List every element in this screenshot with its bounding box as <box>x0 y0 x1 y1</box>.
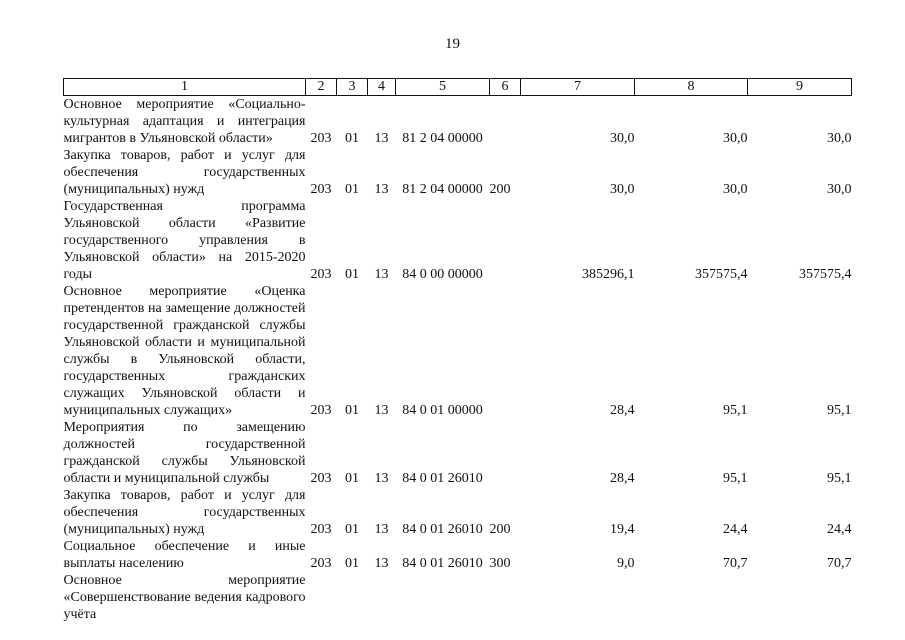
row-code: 203 <box>310 403 332 418</box>
row-value-1: 28,4 <box>610 403 635 418</box>
column-header: 2 <box>306 79 337 96</box>
row-type <box>490 198 521 283</box>
row-code: 203 <box>310 131 332 146</box>
row-value-1: 19,4 <box>610 522 635 537</box>
row-target: 84 0 01 26010 <box>402 471 483 486</box>
row-subsection: 13 <box>374 182 389 197</box>
table-row <box>64 538 852 572</box>
row-subsection: 13 <box>374 267 389 282</box>
row-section: 01 <box>345 556 359 571</box>
row-subsection: 13 <box>374 471 389 486</box>
table-row <box>64 96 852 148</box>
row-section: 01 <box>345 522 359 537</box>
row-subsection: 13 <box>374 556 389 571</box>
column-header: 5 <box>396 79 490 96</box>
row-name: Мероприятия по замещению должностей государственной гражданской службы Ульяновской области и муниципальной службы <box>63 420 306 486</box>
row-value-2: 95,1 <box>723 403 748 418</box>
column-header: 8 <box>635 79 748 96</box>
row-type <box>490 96 521 148</box>
row-value-1: 30,0 <box>610 131 635 146</box>
row-code: 203 <box>310 522 332 537</box>
row-target: 81 2 04 00000 <box>402 131 483 146</box>
row-value-3: 357575,4 <box>799 267 852 282</box>
row-type <box>490 419 521 487</box>
row-value-3: 30,0 <box>827 182 852 197</box>
column-header: 4 <box>368 79 396 96</box>
column-header: 7 <box>521 79 635 96</box>
row-value-1: 385296,1 <box>582 267 635 282</box>
row-type: 200 <box>489 182 511 197</box>
row-target: 84 0 01 26010 <box>402 556 483 571</box>
row-code: 203 <box>310 556 332 571</box>
row-target: 84 0 01 26010 <box>402 522 483 537</box>
row-section: 01 <box>345 131 359 146</box>
row-value-1: 9,0 <box>617 556 635 571</box>
row-subsection: 13 <box>374 403 389 418</box>
column-header: 6 <box>490 79 521 96</box>
table-row <box>64 487 852 538</box>
row-value-1: 28,4 <box>610 471 635 486</box>
table-row <box>64 572 852 623</box>
row-value-2: 357575,4 <box>695 267 748 282</box>
row-target: 84 0 01 00000 <box>402 403 483 418</box>
row-name: Социальное обеспечение и иные выплаты населению <box>63 539 306 571</box>
row-value-3: 95,1 <box>827 471 852 486</box>
row-name: Закупка товаров, работ и услуг для обеспечения государственных (муниципальных) нужд <box>63 148 306 197</box>
row-value-2: 30,0 <box>723 131 748 146</box>
row-code: 203 <box>310 267 332 282</box>
row-value-3: 70,7 <box>827 556 852 571</box>
table-row <box>64 419 852 487</box>
header-row <box>64 79 852 96</box>
column-header: 3 <box>337 79 368 96</box>
budget-table <box>63 78 852 623</box>
column-header: 9 <box>748 79 852 96</box>
row-name: Основное мероприятие «Совершенствование ведения кадрового учёта <box>63 573 306 622</box>
row-code: 203 <box>310 182 332 197</box>
row-section: 01 <box>345 267 359 282</box>
row-subsection: 13 <box>374 131 389 146</box>
row-value-2: 30,0 <box>723 182 748 197</box>
row-value-3: 30,0 <box>827 131 852 146</box>
row-type: 200 <box>489 522 511 537</box>
row-value-3: 24,4 <box>827 522 852 537</box>
table-row <box>64 147 852 198</box>
table-row <box>64 283 852 419</box>
row-type <box>490 283 521 419</box>
row-value-2: 70,7 <box>723 556 748 571</box>
row-section: 01 <box>345 403 359 418</box>
row-value-2: 24,4 <box>723 522 748 537</box>
row-name: Закупка товаров, работ и услуг для обеспечения государственных (муниципальных) нужд <box>63 488 306 537</box>
row-name: Основное мероприятие «Социально-культурная адаптация и интеграция мигрантов в Ульяновской области» <box>63 97 306 146</box>
column-header: 1 <box>64 79 306 96</box>
row-section: 01 <box>345 471 359 486</box>
row-target: 84 0 00 00000 <box>402 267 483 282</box>
row-value-3: 95,1 <box>827 403 852 418</box>
table-row <box>64 198 852 283</box>
page-number: 19 <box>445 36 460 52</box>
row-type: 300 <box>489 556 511 571</box>
row-section: 01 <box>345 182 359 197</box>
row-name: Государственная программа Ульяновской области «Развитие государственного управления в Ульяновской области» на 2015-2020 годы <box>63 199 306 282</box>
row-target: 81 2 04 00000 <box>402 182 483 197</box>
row-value-2: 95,1 <box>723 471 748 486</box>
row-value-1: 30,0 <box>610 182 635 197</box>
row-code: 203 <box>310 471 332 486</box>
row-subsection: 13 <box>374 522 389 537</box>
row-name: Основное мероприятие «Оценка претендентов на замещение должностей государственной гражданской службы Ульяновской области и муниципальной службы в Ульяновской области, государственных гражданских служащих Ульяновской области и муниципальных служащих» <box>63 284 306 418</box>
